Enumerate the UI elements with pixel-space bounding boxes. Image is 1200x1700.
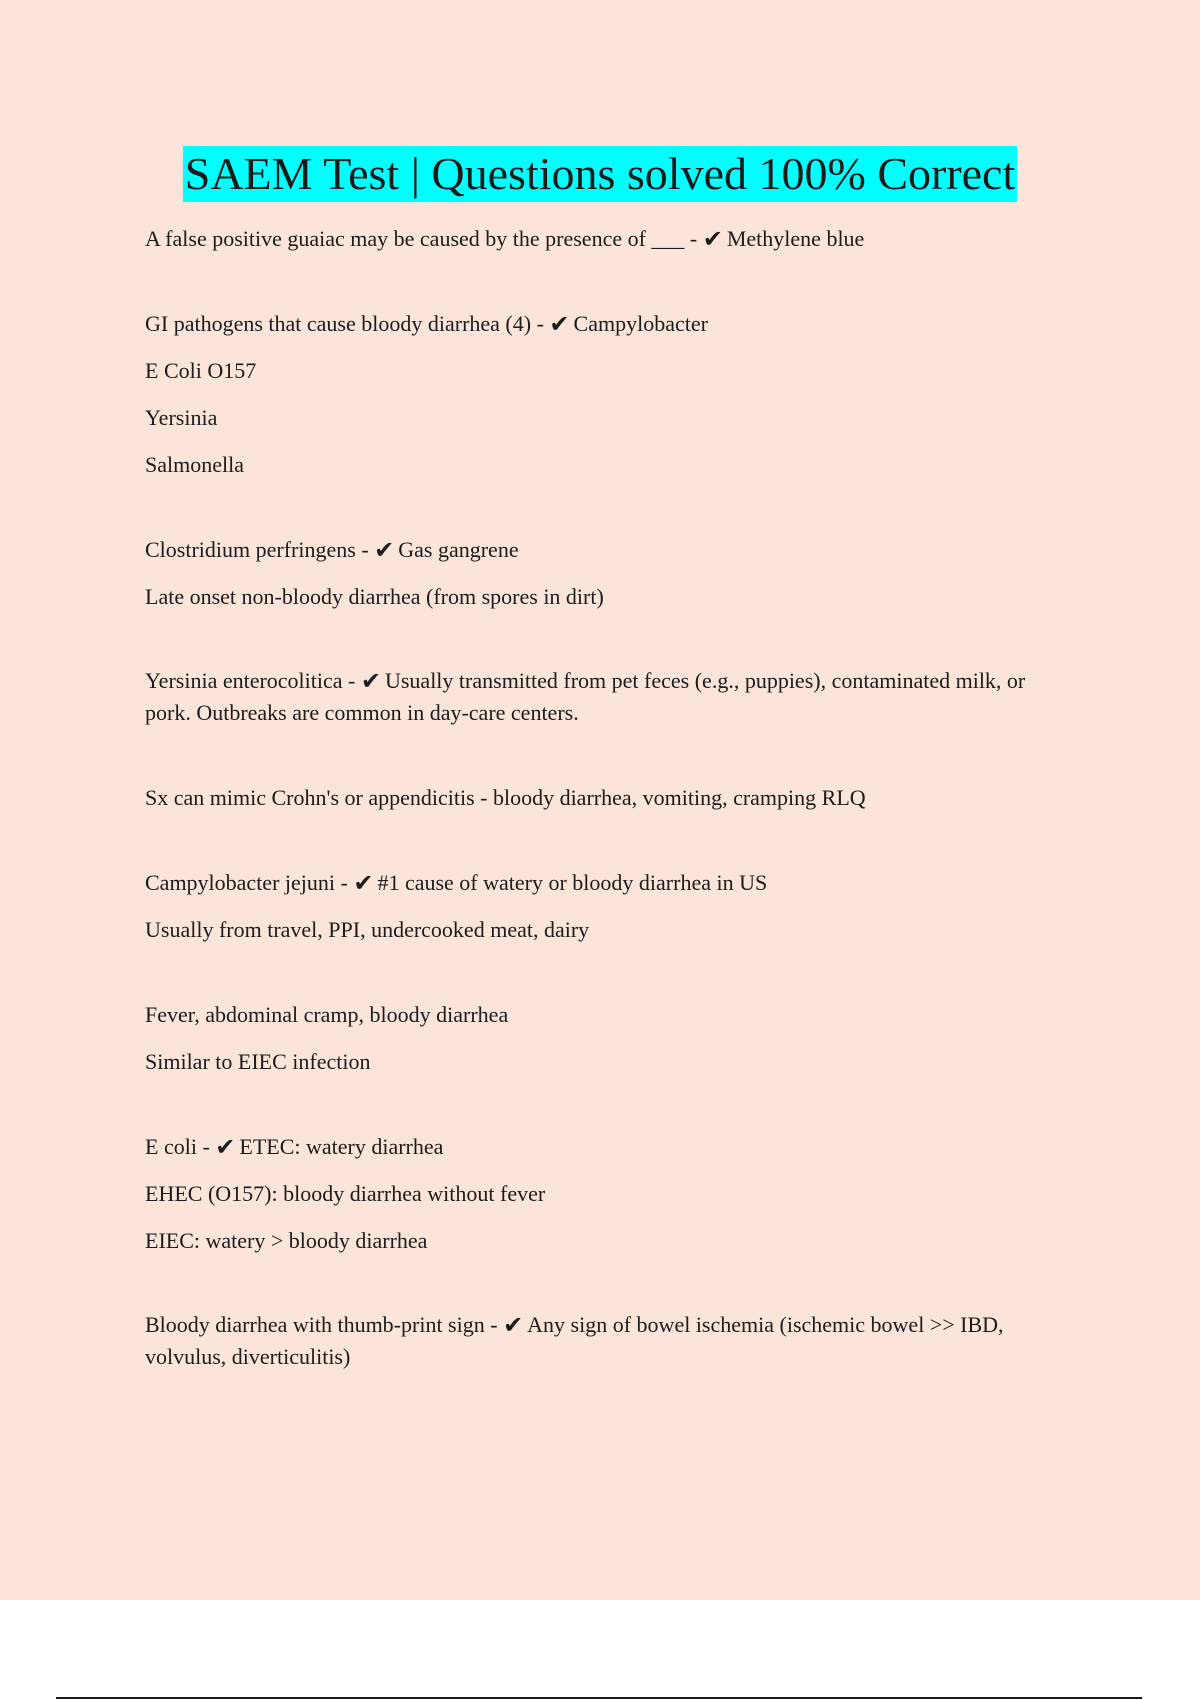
qa-item [145, 998, 1055, 1078]
question-text: Sx can mimic Crohn's or appendicitis - bloody diarrhea, vomiting, cramping RLQ [145, 785, 866, 810]
qa-item [145, 665, 1055, 729]
checkmark-icon: ✔ [374, 538, 395, 564]
qa-item [145, 222, 1055, 255]
answer-detail-line: Late onset non-bloody diarrhea (from spores in dirt) [145, 584, 604, 609]
qa-line [145, 781, 1055, 814]
separator: - [355, 537, 375, 562]
qa-line [145, 1130, 1055, 1163]
question-text: Bloody diarrhea with thumb-print sign [145, 1312, 485, 1337]
checkmark-icon: ✔ [702, 227, 723, 253]
qa-list [145, 222, 1055, 1425]
qa-item [145, 307, 1055, 481]
separator: - [335, 870, 354, 895]
answer-detail-line: Usually from travel, PPI, undercooked meat, dairy [145, 917, 590, 942]
separator: - [531, 311, 550, 336]
qa-line [145, 222, 1055, 255]
checkmark-icon: ✔ [353, 871, 374, 897]
question-text: GI pathogens that cause bloody diarrhea (4) [145, 311, 532, 336]
qa-item [145, 781, 1055, 814]
separator: - [342, 668, 361, 693]
document-title: SAEM Test | Questions solved 100% Correct [183, 146, 1018, 202]
separator: - [196, 1134, 216, 1159]
separator: - [684, 226, 703, 251]
qa-item [145, 1309, 1055, 1373]
answer-text: ETEC: watery diarrhea [239, 1134, 444, 1159]
question-text: Yersinia enterocolitica [145, 668, 343, 693]
checkmark-icon: ✔ [549, 312, 570, 338]
question-text: Fever, abdominal cramp, bloody diarrhea [145, 1002, 509, 1027]
answer-text: Gas gangrene [398, 537, 519, 562]
answer-detail-line: Similar to EIEC infection [145, 1049, 371, 1074]
qa-line [145, 307, 1055, 340]
separator: - [484, 1312, 504, 1337]
question-text: E coli [145, 1134, 197, 1159]
answer-detail-line: Salmonella [145, 452, 244, 477]
answer-detail-line: E Coli O157 [145, 358, 257, 383]
answer-text: Campylobacter [573, 311, 708, 336]
answer-detail-line: EIEC: watery > bloody diarrhea [145, 1228, 428, 1253]
question-text: Campylobacter jejuni [145, 870, 335, 895]
question-text: A false positive guaiac may be caused by the presence of ___ [145, 226, 685, 251]
answer-text: #1 cause of watery or bloody diarrhea in US [377, 870, 768, 895]
qa-line [145, 533, 1055, 566]
answer-text: Any sign of bowel ischemia (ischemic bowel >> IBD, volvulus, diverticulitis) [145, 1312, 1004, 1369]
footer-rule [56, 1697, 1142, 1699]
answer-text: Methylene blue [726, 226, 865, 251]
answer-detail-line: Yersinia [145, 405, 218, 430]
qa-line [145, 866, 1055, 899]
answer-text: Usually transmitted from pet feces (e.g., puppies), contaminated milk, or pork. Outbreaks are common in day-care centers. [145, 668, 1026, 725]
question-text: Clostridium perfringens [145, 537, 356, 562]
checkmark-icon: ✔ [503, 1313, 524, 1339]
qa-line [145, 1309, 1055, 1373]
qa-line [145, 665, 1055, 729]
qa-item [145, 866, 1055, 946]
qa-item [145, 533, 1055, 613]
qa-item [145, 1130, 1055, 1257]
title-wrap [0, 146, 1200, 202]
answer-detail-line: EHEC (O157): bloody diarrhea without fever [145, 1181, 546, 1206]
checkmark-icon: ✔ [215, 1135, 236, 1161]
qa-line [145, 998, 1055, 1031]
checkmark-icon: ✔ [360, 669, 381, 695]
